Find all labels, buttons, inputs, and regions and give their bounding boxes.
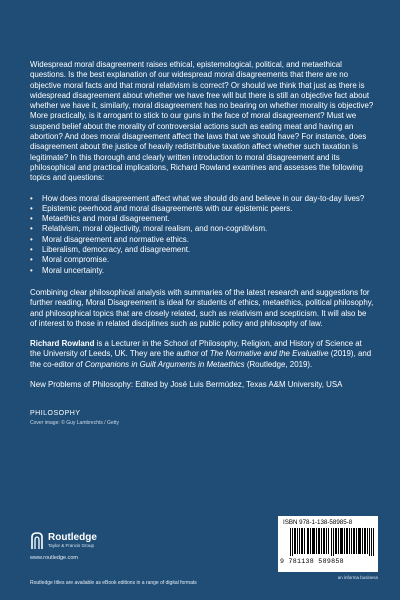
topic-item: • How does moral disagreement affect what we should do and believe in our day-to-day lives? — [30, 194, 374, 204]
publisher-group: Taylor & Francis Group — [48, 543, 95, 548]
author-book-title: The Normative and the Evaluative — [209, 349, 329, 359]
description-closing: Combining clear philosophical analysis with summaries of the latest research and suggestions for further reading, Moral Disagreement is ideal for students of ethics, metaethics, political philosophy, and philosophical topics that are closely related, such as relativism and scepticism. It will also be of interest to those in related disciplines such as public policy and philosophy of law. — [30, 287, 374, 328]
topic-item: • Moral compromise. — [30, 255, 374, 265]
subject-label: PHILOSOPHY — [30, 410, 81, 417]
barcode-icon — [290, 528, 374, 556]
author-bio-text: is a Lecturer in the School of Philosophy, Religion, and History of Science at the University of Leeds, UK. They are the author of — [30, 339, 362, 359]
author-bio-text: (2019), and the co-editor of — [30, 349, 372, 369]
isbn-digits: 9 781138 589858 — [280, 558, 344, 565]
topic-item: • Moral uncertainty. — [30, 266, 374, 276]
topic-item: • Liberalism, democracy, and disagreement. — [30, 245, 374, 255]
informa-tagline: an informa business — [337, 575, 378, 580]
routledge-logo-icon — [30, 532, 44, 550]
cover-credit: Cover image: © Guy Lambrechts / Getty — [30, 420, 119, 426]
description-intro: Widespread moral disagreement raises ethical, epistemological, political, and metaethical questions. Is the best explanation of our widespread moral disagreements that there are no objective moral facts and that moral relativism is correct? Or should we think that just as there is widespread disagreement about whether we have free will but there is still an objective fact about whether we have it, similarly, moral disagreement has no bearing on whether morality is objective? More practically, is it arrogant to stick to our guns in the face of moral disagreement? Must we suspend belief about the morality of controversial actions such as eating meat and having an abortion? And does moral disagreement affect the laws that we should have? For instance, does disagreement about the justice of heavily redistributive taxation affect whether such taxation is legitimate? In this thorough and clearly written introduction to moral disagreement and its philosophical and practical implications, Richard Rowland examines and assesses the following topics and questions: — [30, 60, 374, 183]
isbn-label: ISBN 978-1-138-58985-8 — [283, 519, 353, 526]
description-block — [30, 60, 374, 400]
topics-list — [30, 194, 374, 276]
publisher-website: www.routledge.com — [30, 555, 78, 561]
author-book-title: Companions in Guilt Arguments in Metaethics — [84, 359, 245, 369]
isbn-barcode-box — [278, 516, 378, 572]
topic-item: • Relativism, moral objectivity, moral realism, and non-cognitivism. — [30, 224, 374, 234]
publisher-wordmark — [48, 533, 97, 549]
author-bio — [30, 339, 374, 370]
topic-item: • Metaethics and moral disagreement. — [30, 214, 374, 224]
publisher-name: Routledge — [48, 532, 97, 543]
topic-item: • Moral disagreement and normative ethics. — [30, 235, 374, 245]
topic-item: • Epistemic peerhood and moral disagreements with our epistemic peers. — [30, 204, 374, 214]
publisher-logo — [30, 532, 97, 550]
author-bio-text: (Routledge, 2019). — [244, 359, 313, 369]
ebook-footnote: Routledge titles are available as eBook editions in a range of digital formats — [30, 580, 197, 586]
series-note: New Problems of Philosophy: Edited by José Luis Bermúdez, Texas A&M University, USA — [30, 380, 343, 390]
author-name: Richard Rowland — [30, 339, 95, 349]
